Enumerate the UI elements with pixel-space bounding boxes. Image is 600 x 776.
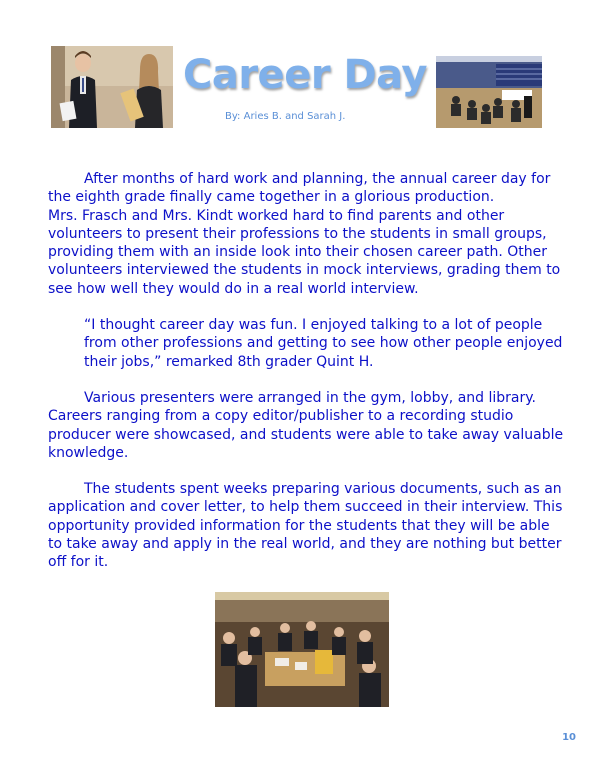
byline: By: Aries B. and Sarah J. bbox=[225, 111, 346, 122]
article-paragraph-lead: After months of hard work and planning, the annual career day for the eighth grade finally came together in a glorious production. bbox=[48, 171, 551, 206]
page-title: Career Day bbox=[182, 52, 428, 98]
article-paragraph: Various presenters were arranged in the gym, lobby, and library. Careers ranging from a copy editor/publisher to a recording studio producer were showcased, and students were able to take away valuable knowledge. bbox=[48, 389, 564, 461]
gym-presentation-photo bbox=[436, 56, 542, 128]
article-body bbox=[48, 170, 564, 590]
student-quote: “I thought career day was fun. I enjoyed talking to a lot of people from other professions and getting to see how other people enjoyed their jobs,” remarked 8th grader Quint H. bbox=[84, 317, 563, 370]
article-paragraph-cont: Mrs. Frasch and Mrs. Kindt worked hard to find parents and other volunteers to present their professions to the students in small groups, providing them with an inside look into their chosen career path. Other volunteers interviewed the students in mock interviews, grading them to see how well they would do in a real world interview. bbox=[48, 207, 561, 297]
students-presenting-photo bbox=[51, 46, 173, 128]
article-paragraph: The students spent weeks preparing various documents, such as an application and cover letter, to help them succeed in their interview. This opportunity provided information for the students that they will be able to take away and apply in the real world, and they are nothing but better off for it. bbox=[48, 481, 563, 571]
students-at-tables-photo bbox=[215, 592, 389, 707]
page-number: 10 bbox=[562, 732, 576, 743]
article-paragraph bbox=[48, 170, 564, 298]
